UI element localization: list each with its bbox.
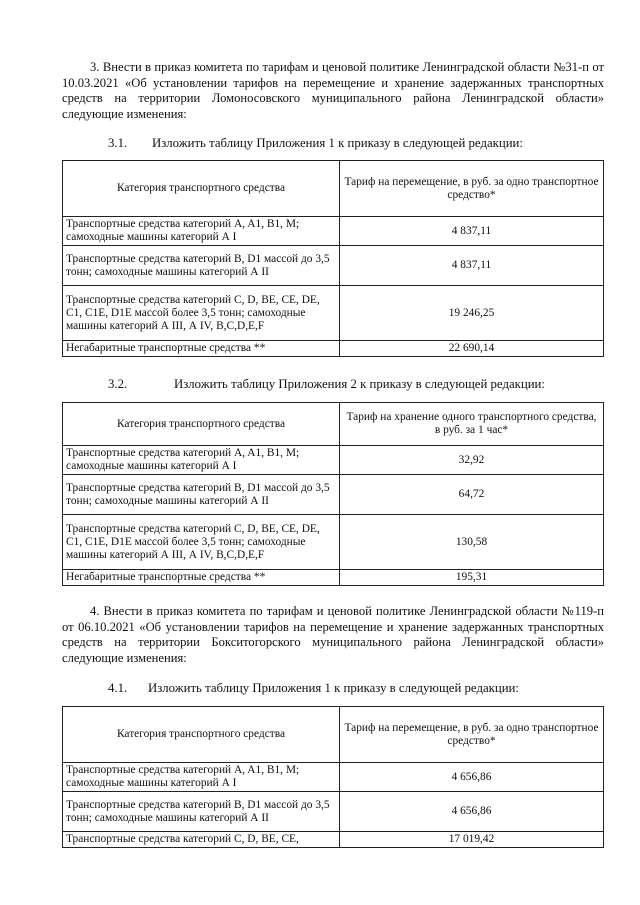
row-category: Транспортные средства категорий A, A1, B1, M; самоходные машины категорий А I bbox=[63, 763, 340, 792]
row-value: 4 837,11 bbox=[340, 246, 604, 286]
table-header-row bbox=[63, 707, 604, 763]
table-row bbox=[63, 792, 604, 832]
row-category: Транспортные средства категорий A, A1, B1, M; самоходные машины категорий А I bbox=[63, 217, 340, 246]
header-tariff: Тариф на хранение одного транспортного средства, в руб. за 1 час* bbox=[340, 403, 604, 446]
row-category: Негабаритные транспортные средства ** bbox=[63, 570, 340, 586]
table-row bbox=[63, 763, 604, 792]
row-value: 19 246,25 bbox=[340, 286, 604, 341]
header-tariff: Тариф на перемещение, в руб. за одно транспортное средство* bbox=[340, 707, 604, 763]
section-3-paragraph: 3. Внести в приказ комитета по тарифам и ценовой политике Ленинградской области №31-п от 10.03.2021 «Об установлении тарифов на перемещение и хранение задержанных транспортных средств на территории Ломоносовского муниципального района Ленинградской области» следующие изменения: bbox=[62, 60, 604, 121]
table-row bbox=[63, 341, 604, 357]
row-value: 32,92 bbox=[340, 446, 604, 475]
row-value: 4 837,11 bbox=[340, 217, 604, 246]
table-row bbox=[63, 475, 604, 515]
table-3-2 bbox=[62, 402, 604, 586]
section-3-1-heading: 3.1. Изложить таблицу Приложения 1 к приказу в следующей редакции: bbox=[108, 136, 523, 150]
row-category: Транспортные средства категорий C, D, BE, CE, DE, C1, C1E, D1E массой более 3,5 тонн; самоходные машины категорий А III, А IV, B,C,D,E,F bbox=[63, 286, 340, 341]
row-category: Транспортные средства категорий B, D1 массой до 3,5 тонн; самоходные машины категорий А II bbox=[63, 246, 340, 286]
table-3-1 bbox=[62, 160, 604, 357]
table-row bbox=[63, 570, 604, 586]
row-category: Транспортные средства категорий A, A1, B1, M; самоходные машины категорий А I bbox=[63, 446, 340, 475]
row-value: 130,58 bbox=[340, 515, 604, 570]
row-category: Транспортные средства категорий C, D, BE, CE, bbox=[63, 832, 340, 848]
section-3-2-heading: 3.2. Изложить таблицу Приложения 2 к приказу в следующей редакции: bbox=[108, 377, 545, 391]
row-value: 4 656,86 bbox=[340, 792, 604, 832]
row-value: 64,72 bbox=[340, 475, 604, 515]
table-header-row bbox=[63, 161, 604, 217]
header-category: Категория транспортного средства bbox=[63, 707, 340, 763]
table-header-row bbox=[63, 403, 604, 446]
section-4-paragraph: 4. Внести в приказ комитета по тарифам и ценовой политике Ленинградской области №119-п от 06.10.2021 «Об установлении тарифов на перемещение и хранение задержанных транспортных средств на территории Бокситогорского муниципального района Ленинградской области» следующие изменения: bbox=[62, 604, 604, 665]
table-row bbox=[63, 217, 604, 246]
row-category: Транспортные средства категорий C, D, BE, CE, DE, C1, C1E, D1E массой более 3,5 тонн; самоходные машины категорий А III, А IV, B,C,D,E,F bbox=[63, 515, 340, 570]
row-value: 4 656,86 bbox=[340, 763, 604, 792]
table-4-1 bbox=[62, 706, 604, 848]
table-row bbox=[63, 286, 604, 341]
row-category: Транспортные средства категорий B, D1 массой до 3,5 тонн; самоходные машины категорий А II bbox=[63, 475, 340, 515]
section-4-1-heading: 4.1. Изложить таблицу Приложения 1 к приказу в следующей редакции: bbox=[108, 681, 519, 695]
header-category: Категория транспортного средства bbox=[63, 161, 340, 217]
row-value: 22 690,14 bbox=[340, 341, 604, 357]
table-row bbox=[63, 246, 604, 286]
row-value: 195,31 bbox=[340, 570, 604, 586]
table-row bbox=[63, 515, 604, 570]
header-tariff: Тариф на перемещение, в руб. за одно транспортное средство* bbox=[340, 161, 604, 217]
table-row bbox=[63, 832, 604, 848]
header-category: Категория транспортного средства bbox=[63, 403, 340, 446]
table-row bbox=[63, 446, 604, 475]
row-category: Негабаритные транспортные средства ** bbox=[63, 341, 340, 357]
row-category: Транспортные средства категорий B, D1 массой до 3,5 тонн; самоходные машины категорий А II bbox=[63, 792, 340, 832]
row-value: 17 019,42 bbox=[340, 832, 604, 848]
